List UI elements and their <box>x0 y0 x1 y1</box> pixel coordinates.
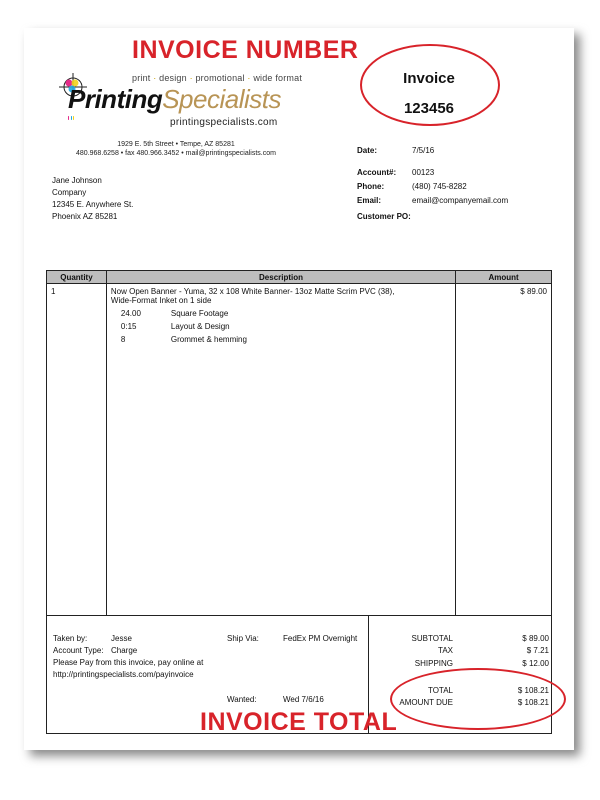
wanted-label: Wanted: <box>227 695 257 704</box>
date-label: Date: <box>357 146 378 155</box>
amount-due-value: $ 108.21 <box>517 698 549 707</box>
ship-via-label: Ship Via: <box>227 634 259 643</box>
invoice-number-callout: INVOICE NUMBER <box>132 36 359 64</box>
subtotal-label: SUBTOTAL <box>411 634 453 643</box>
subtotal-value: $ 89.00 <box>522 634 549 643</box>
item-description-line1: Now Open Banner - Yuma, 32 x 108 White Banner- 13oz Matte Scrim PVC (38), <box>110 287 395 296</box>
company-url: printingspecialists.com <box>170 117 278 128</box>
customer-po-label: Customer PO: <box>357 212 411 221</box>
sub-item-qty: 24.00 <box>120 309 141 318</box>
pay-online-link[interactable]: http://printingspecialists.com/payinvoice <box>53 670 194 679</box>
shipping-value: $ 12.00 <box>522 659 549 668</box>
item-amount: $ 89.00 <box>456 284 552 616</box>
phone-value: (480) 745-8282 <box>412 182 467 191</box>
account-type-value: Charge <box>111 646 138 655</box>
invoice-total-highlight-ellipse <box>390 668 566 730</box>
sub-item-qty: 8 <box>120 335 126 344</box>
company-logo-name: PrintingSpecialists <box>68 84 281 114</box>
invoice-number: 123456 <box>403 100 455 117</box>
item-description <box>106 284 455 616</box>
total-value: $ 108.21 <box>517 686 549 695</box>
account-value: 00123 <box>412 168 435 177</box>
bill-to-name: Jane Johnson <box>52 176 102 185</box>
invoice-page <box>24 28 574 750</box>
line-items-table <box>46 270 552 616</box>
sub-item-row <box>111 322 451 331</box>
taken-by-label: Taken by: <box>53 634 88 643</box>
bill-to-street: 12345 E. Anywhere St. <box>52 200 134 209</box>
invoice-total-callout: INVOICE TOTAL <box>200 708 398 736</box>
taken-by-value: Jesse <box>111 634 132 643</box>
shipping-label: SHIPPING <box>414 659 453 668</box>
email-label: Email: <box>357 196 382 205</box>
item-quantity: 1 <box>47 284 107 616</box>
bill-to-city: Phoenix AZ 85281 <box>52 212 118 221</box>
company-address: 1929 E. 5th Street • Tempe, AZ 85281 <box>117 141 235 148</box>
item-description-line2: Wide-Format Inket on 1 side <box>110 296 212 305</box>
account-type-label: Account Type: <box>53 646 104 655</box>
wanted-value: Wed 7/6/16 <box>283 695 324 704</box>
company-tagline: print · design · promotional · wide format <box>132 73 303 83</box>
tax-label: TAX <box>438 646 453 655</box>
sub-item-qty: 0:15 <box>120 322 137 331</box>
amount-due-label: AMOUNT DUE <box>399 698 453 707</box>
logo-color-dots <box>68 116 74 119</box>
date-value: 7/5/16 <box>412 146 435 155</box>
invoice-label: Invoice <box>403 70 455 87</box>
table-row <box>47 284 552 616</box>
sub-item-row <box>111 335 451 344</box>
total-label: TOTAL <box>427 686 453 695</box>
ship-via-value: FedEx PM Overnight <box>283 634 358 643</box>
sub-item-label: Grommet & hemming <box>170 335 247 344</box>
sub-item-row <box>111 309 451 318</box>
bill-to-company: Company <box>52 188 87 197</box>
company-contact: 480.968.6258 • fax 480.966.3452 • mail@printingspecialists.com <box>76 150 276 157</box>
sub-item-label: Layout & Design <box>170 322 230 331</box>
pay-instruction: Please Pay from this invoice, pay online at <box>53 658 204 667</box>
header-amount: Amount <box>456 271 552 284</box>
header-description: Description <box>106 271 455 284</box>
header-quantity: Quantity <box>47 271 107 284</box>
email-value: email@companyemail.com <box>412 196 509 205</box>
account-label: Account#: <box>357 168 397 177</box>
tax-value: $ 7.21 <box>526 646 549 655</box>
sub-item-label: Square Footage <box>170 309 229 318</box>
phone-label: Phone: <box>357 182 385 191</box>
